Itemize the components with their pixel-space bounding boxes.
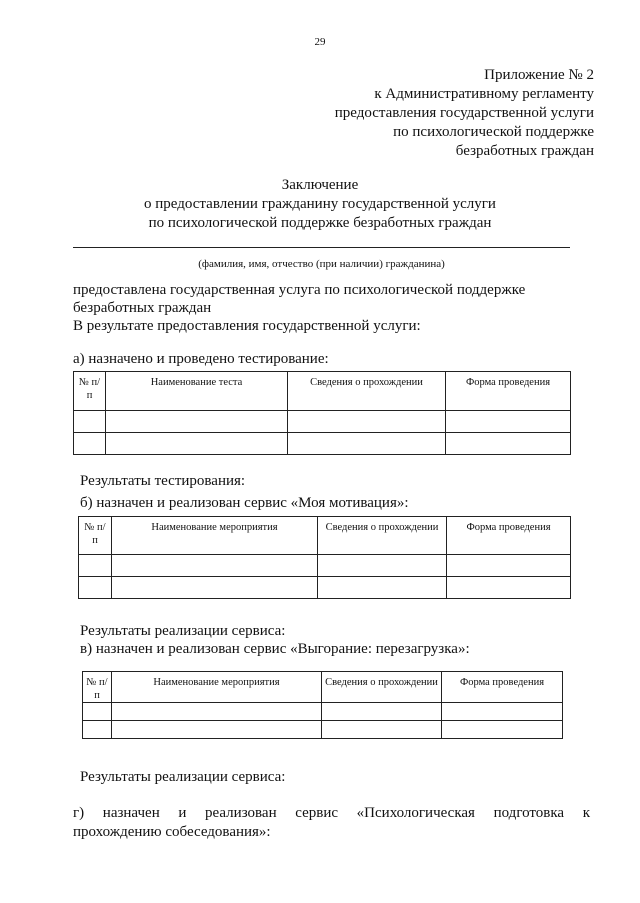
header-cell-number: № п/п [74, 372, 106, 411]
header-cell-form: Форма проведения [446, 372, 571, 411]
table-cell[interactable] [322, 721, 442, 739]
table-row [83, 703, 563, 721]
intro-line: безработных граждан [73, 300, 212, 316]
header-cell-event-name: Наименование мероприятия [112, 672, 322, 703]
header-cell-number: № п/п [79, 517, 112, 555]
table-cell[interactable] [74, 411, 106, 433]
table-cell[interactable] [112, 555, 318, 577]
table-row [74, 433, 571, 455]
header-cell-completion: Сведения о прохождении [288, 372, 446, 411]
table-cell[interactable] [318, 577, 447, 599]
conclusion-line: о предоставлении гражданину государственной услуги [144, 196, 496, 212]
appendix-block [335, 66, 594, 161]
table-row [79, 555, 571, 577]
table-cell[interactable] [112, 721, 322, 739]
section-d-line: г) назначен и реализован сервис «Психологическая подготовка к [73, 805, 590, 821]
appendix-line: к Административному регламенту [374, 86, 594, 102]
appendix-line: Приложение № 2 [484, 67, 594, 83]
table-cell[interactable] [79, 577, 112, 599]
table-cell[interactable] [446, 411, 571, 433]
header-cell-form: Форма проведения [442, 672, 563, 703]
table-header-row [74, 372, 571, 411]
page-number: 29 [314, 36, 326, 48]
table-header-row [79, 517, 571, 555]
table-cell[interactable] [288, 411, 446, 433]
conclusion-title: Заключение [281, 177, 359, 193]
header-cell-event-name: Наименование мероприятия [112, 517, 318, 555]
table-cell[interactable] [106, 411, 288, 433]
header-cell-test-name: Наименование теста [106, 372, 288, 411]
motivation-table [78, 516, 571, 599]
table-cell[interactable] [83, 703, 112, 721]
table-cell[interactable] [442, 721, 563, 739]
header-cell-completion: Сведения о прохождении [322, 672, 442, 703]
appendix-line: по психологической поддержке [393, 124, 594, 140]
table-cell[interactable] [79, 555, 112, 577]
citizen-name-line [73, 247, 570, 248]
section-a-heading: а) назначено и проведено тестирование: [73, 351, 329, 367]
section-c-heading: в) назначен и реализован сервис «Выгорание: перезагрузка»: [80, 641, 470, 657]
table-row [74, 411, 571, 433]
section-c-results: Результаты реализации сервиса: [80, 769, 286, 785]
table-cell[interactable] [112, 703, 322, 721]
header-cell-completion: Сведения о прохождении [318, 517, 447, 555]
table-cell[interactable] [112, 577, 318, 599]
section-b-results: Результаты реализации сервиса: [80, 623, 286, 639]
table-header-row [83, 672, 563, 703]
conclusion-heading [0, 176, 640, 233]
section-b-heading: б) назначен и реализован сервис «Моя мотивация»: [80, 495, 409, 511]
table-cell[interactable] [447, 577, 571, 599]
section-a-results: Результаты тестирования: [80, 473, 246, 489]
table-cell[interactable] [288, 433, 446, 455]
appendix-line: предоставления государственной услуги [334, 105, 594, 121]
section-d-line: прохождению собеседования»: [73, 824, 271, 840]
table-row [83, 721, 563, 739]
intro-line: предоставлена государственная услуга по психологической поддержке [73, 282, 526, 298]
table-cell[interactable] [446, 433, 571, 455]
table-cell[interactable] [83, 721, 112, 739]
intro-line: В результате предоставления государственной услуги: [73, 318, 421, 334]
testing-table [73, 371, 571, 455]
table-cell[interactable] [74, 433, 106, 455]
table-row [79, 577, 571, 599]
table-cell[interactable] [322, 703, 442, 721]
appendix-line: безработных граждан [455, 143, 594, 159]
table-cell[interactable] [442, 703, 563, 721]
table-cell[interactable] [447, 555, 571, 577]
table-cell[interactable] [106, 433, 288, 455]
header-cell-form: Форма проведения [447, 517, 571, 555]
citizen-name-caption: (фамилия, имя, отчество (при наличии) гражданина) [198, 258, 445, 270]
conclusion-line: по психологической поддержке безработных граждан [148, 215, 492, 231]
burnout-table [82, 671, 563, 739]
header-cell-number: № п/п [83, 672, 112, 703]
table-cell[interactable] [318, 555, 447, 577]
